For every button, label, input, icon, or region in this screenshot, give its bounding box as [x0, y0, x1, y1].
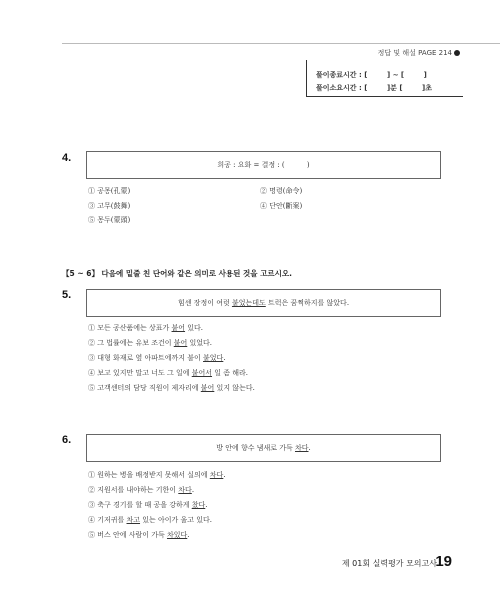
q6-option-4[interactable]: ④ 기저귀를 차고 있는 아이가 울고 있다.: [88, 516, 213, 524]
q5-option-5[interactable]: ⑤ 고객센터의 담당 직원이 제자리에 붙어 있지 않는다.: [88, 384, 255, 392]
q5-option-4[interactable]: ④ 보고 있지만 말고 너도 그 일에 붙어서 일 좀 해라.: [88, 369, 248, 377]
q5-prompt: 힘센 장정이 여럿 붙었는데도 트럭은 꿈쩍하지를 않았다.: [177, 299, 350, 307]
q5-prompt-box: [86, 289, 441, 317]
q4-option-4[interactable]: ④ 단안(斷案): [260, 202, 303, 210]
elapsed-time-label: 풀이소요시간 : [ ]분 [ ]초: [316, 84, 432, 92]
q6-option-3[interactable]: ③ 축구 경기를 할 때 공을 강하게 찼다.: [88, 501, 208, 509]
q4-prompt: 희공 : 요화 = 결정 : ( ): [217, 161, 310, 169]
header-rule: [62, 43, 500, 44]
q5-option-1[interactable]: ① 모든 공산품에는 상표가 붙어 있다.: [88, 324, 204, 332]
q5-number: 5.: [62, 289, 72, 301]
q5-option-2[interactable]: ② 그 법률에는 유보 조건이 붙어 있었다.: [88, 339, 213, 347]
running-title: 정답 및 해설 PAGE 214: [377, 49, 452, 57]
section-instruction: 【5 ~ 6】 다음에 밑줄 친 단어와 같은 의미로 사용된 것을 고르시오.: [62, 269, 292, 278]
q4-number: 4.: [62, 152, 72, 164]
q4-option-3[interactable]: ③ 고무(鼓舞): [88, 202, 131, 210]
q6-option-2[interactable]: ② 지원서를 내야하는 기한이 차다.: [88, 486, 195, 494]
q6-option-5[interactable]: ⑤ 버스 안에 사람이 가득 차있다.: [88, 531, 190, 539]
q4-option-2[interactable]: ② 명령(命令): [260, 187, 303, 195]
bullet-dot-icon: [454, 50, 460, 56]
q5-option-3[interactable]: ③ 대형 화재로 옆 아파트에까지 불이 붙었다.: [88, 354, 226, 362]
q4-prompt-box: [86, 151, 441, 179]
end-time-label: 풀이종료시간 : [ ] ~ [ ]: [316, 71, 427, 79]
page-number: 19: [435, 553, 452, 570]
q6-number: 6.: [62, 434, 72, 446]
q6-option-1[interactable]: ① 원하는 병을 배정받지 못해서 실의에 차다.: [88, 471, 226, 479]
q6-prompt-box: [86, 434, 441, 462]
footer-label: 제 01회 실력평가 모의고사: [341, 559, 437, 568]
q6-prompt: 방 안에 향수 냄새로 가득 차다.: [216, 444, 311, 452]
q4-option-5[interactable]: ⑤ 몽두(蒙頭): [88, 216, 131, 224]
q4-option-1[interactable]: ① 공몽(孔蒙): [88, 187, 131, 195]
